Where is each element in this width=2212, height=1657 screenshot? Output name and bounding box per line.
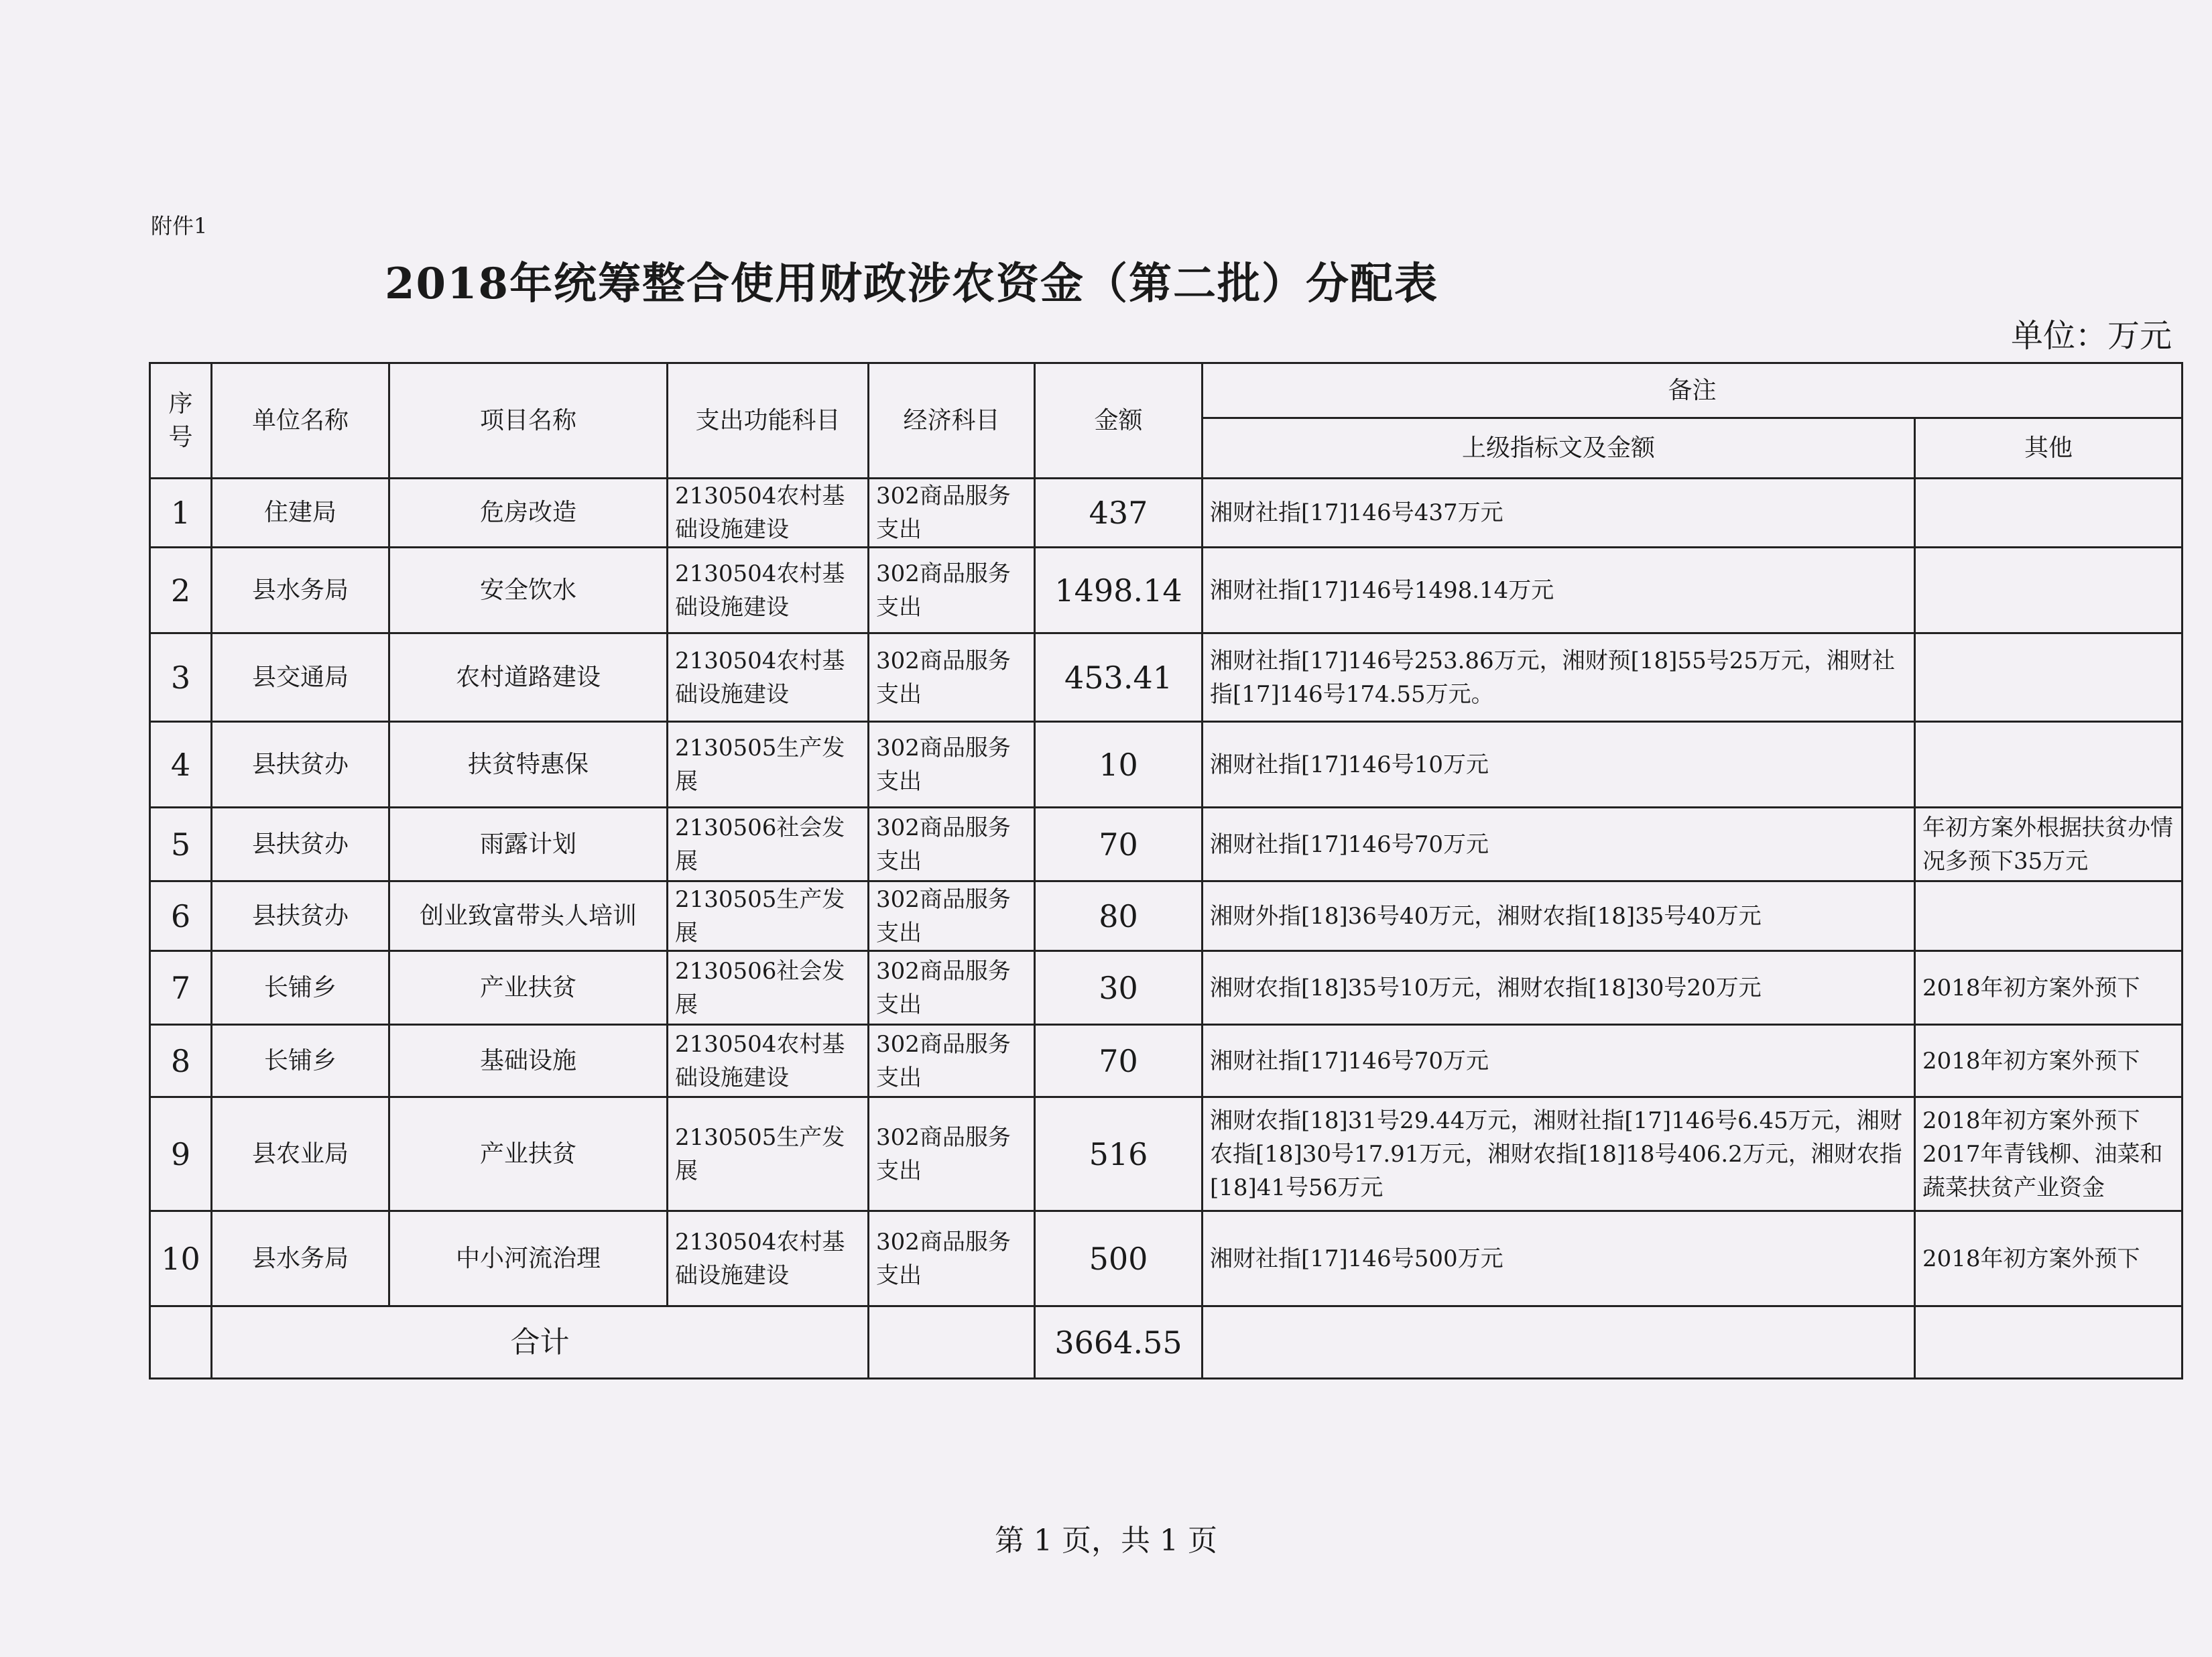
header-unit-name: 单位名称 (212, 363, 389, 479)
row-amount: 30 (1035, 951, 1203, 1025)
row-other (1915, 633, 2183, 722)
row-economic-subject: 302商品服务支出 (869, 881, 1035, 951)
row-other (1915, 479, 2183, 548)
row-amount: 516 (1035, 1097, 1203, 1211)
row-superior-doc: 湘财社指[17]146号253.86万元，湘财预[18]55号25万元，湘财社指[17]146号174.55万元。 (1203, 633, 1915, 722)
attachment-label: 附件1 (151, 213, 208, 239)
row-unit: 县扶贫办 (212, 722, 389, 808)
row-unit: 长铺乡 (212, 1025, 389, 1097)
row-project: 创业致富带头人培训 (389, 881, 668, 951)
row-superior-doc: 湘财社指[17]146号1498.14万元 (1203, 548, 1915, 633)
row-project: 基础设施 (389, 1025, 668, 1097)
unit-label: 单位：万元 (2010, 317, 2172, 355)
row-superior-doc: 湘财社指[17]146号70万元 (1203, 808, 1915, 881)
row-amount: 500 (1035, 1211, 1203, 1306)
row-seq: 2 (150, 548, 212, 633)
row-amount: 453.41 (1035, 633, 1203, 722)
row-function-subject: 2130505生产发展 (668, 1097, 869, 1211)
header-row-1 (150, 363, 2183, 418)
row-amount: 80 (1035, 881, 1203, 951)
row-function-subject: 2130506社会发展 (668, 808, 869, 881)
row-seq: 1 (150, 479, 212, 548)
row-economic-subject: 302商品服务支出 (869, 548, 1035, 633)
row-seq: 5 (150, 808, 212, 881)
header-amount: 金额 (1035, 363, 1203, 479)
row-unit: 县扶贫办 (212, 808, 389, 881)
row-unit: 住建局 (212, 479, 389, 548)
total-other-empty (1915, 1306, 2183, 1379)
row-economic-subject: 302商品服务支出 (869, 633, 1035, 722)
row-other (1915, 722, 2183, 808)
row-superior-doc: 湘财社指[17]146号70万元 (1203, 1025, 1915, 1097)
row-project: 产业扶贫 (389, 1097, 668, 1211)
row-other: 2018年初方案外预下 (1915, 951, 2183, 1025)
row-superior-doc: 湘财外指[18]36号40万元，湘财农指[18]35号40万元 (1203, 881, 1915, 951)
row-economic-subject: 302商品服务支出 (869, 722, 1035, 808)
row-amount: 10 (1035, 722, 1203, 808)
header-other: 其他 (1915, 418, 2183, 479)
header-superior-doc: 上级指标文及金额 (1203, 418, 1915, 479)
row-seq: 3 (150, 633, 212, 722)
row-seq: 6 (150, 881, 212, 951)
row-unit: 县交通局 (212, 633, 389, 722)
row-project: 产业扶贫 (389, 951, 668, 1025)
row-superior-doc: 湘财农指[18]35号10万元，湘财农指[18]30号20万元 (1203, 951, 1915, 1025)
table-row (150, 951, 2183, 1025)
row-unit: 长铺乡 (212, 951, 389, 1025)
row-economic-subject: 302商品服务支出 (869, 1211, 1035, 1306)
header-seq: 序号 (150, 363, 212, 479)
row-amount: 1498.14 (1035, 548, 1203, 633)
table-row (150, 1025, 2183, 1097)
allocation-table (149, 362, 2183, 1379)
row-superior-doc: 湘财社指[17]146号10万元 (1203, 722, 1915, 808)
row-amount: 70 (1035, 1025, 1203, 1097)
row-economic-subject: 302商品服务支出 (869, 951, 1035, 1025)
row-function-subject: 2130504农村基础设施建设 (668, 1211, 869, 1306)
total-row (150, 1306, 2183, 1379)
row-superior-doc: 湘财社指[17]146号437万元 (1203, 479, 1915, 548)
row-function-subject: 2130505生产发展 (668, 881, 869, 951)
header-remarks: 备注 (1203, 363, 2183, 418)
row-function-subject: 2130504农村基础设施建设 (668, 1025, 869, 1097)
row-project: 安全饮水 (389, 548, 668, 633)
row-other: 年初方案外根据扶贫办情况多预下35万元 (1915, 808, 2183, 881)
row-project: 危房改造 (389, 479, 668, 548)
row-unit: 县水务局 (212, 1211, 389, 1306)
row-project: 雨露计划 (389, 808, 668, 881)
row-economic-subject: 302商品服务支出 (869, 1025, 1035, 1097)
row-project: 扶贫特惠保 (389, 722, 668, 808)
row-seq: 9 (150, 1097, 212, 1211)
row-other (1915, 548, 2183, 633)
table-row (150, 633, 2183, 722)
row-function-subject: 2130506社会发展 (668, 951, 869, 1025)
total-label: 合计 (212, 1306, 869, 1379)
page-footer: 第 1 页，共 1 页 (995, 1524, 1217, 1558)
row-project: 农村道路建设 (389, 633, 668, 722)
total-doc-empty (1203, 1306, 1915, 1379)
page-title: 2018年统筹整合使用财政涉农资金（第二批）分配表 (384, 259, 1439, 309)
header-function-subject: 支出功能科目 (668, 363, 869, 479)
table-row (150, 1097, 2183, 1211)
header-project-name: 项目名称 (389, 363, 668, 479)
row-superior-doc: 湘财农指[18]31号29.44万元，湘财社指[17]146号6.45万元，湘财农指[18]30号17.91万元，湘财农指[18]18号406.2万元，湘财农指[18]41号56万元 (1203, 1097, 1915, 1211)
header-economic-subject: 经济科目 (869, 363, 1035, 479)
row-function-subject: 2130504农村基础设施建设 (668, 479, 869, 548)
row-economic-subject: 302商品服务支出 (869, 479, 1035, 548)
row-function-subject: 2130505生产发展 (668, 722, 869, 808)
row-seq: 7 (150, 951, 212, 1025)
row-function-subject: 2130504农村基础设施建设 (668, 633, 869, 722)
total-seq-empty (150, 1306, 212, 1379)
row-seq: 4 (150, 722, 212, 808)
row-other (1915, 881, 2183, 951)
total-amount: 3664.55 (1035, 1306, 1203, 1379)
row-project: 中小河流治理 (389, 1211, 668, 1306)
row-other: 2018年初方案外预下 (1915, 1211, 2183, 1306)
row-economic-subject: 302商品服务支出 (869, 808, 1035, 881)
row-superior-doc: 湘财社指[17]146号500万元 (1203, 1211, 1915, 1306)
table-row (150, 548, 2183, 633)
row-other: 2018年初方案外预下2017年青钱柳、油菜和蔬菜扶贫产业资金 (1915, 1097, 2183, 1211)
row-amount: 437 (1035, 479, 1203, 548)
row-economic-subject: 302商品服务支出 (869, 1097, 1035, 1211)
table-row (150, 808, 2183, 881)
table-row (150, 722, 2183, 808)
row-function-subject: 2130504农村基础设施建设 (668, 548, 869, 633)
row-seq: 8 (150, 1025, 212, 1097)
row-unit: 县扶贫办 (212, 881, 389, 951)
total-econ-empty (869, 1306, 1035, 1379)
row-amount: 70 (1035, 808, 1203, 881)
row-seq: 10 (150, 1211, 212, 1306)
row-unit: 县农业局 (212, 1097, 389, 1211)
table-row (150, 1211, 2183, 1306)
row-unit: 县水务局 (212, 548, 389, 633)
row-other: 2018年初方案外预下 (1915, 1025, 2183, 1097)
table-row (150, 881, 2183, 951)
table-row (150, 479, 2183, 548)
